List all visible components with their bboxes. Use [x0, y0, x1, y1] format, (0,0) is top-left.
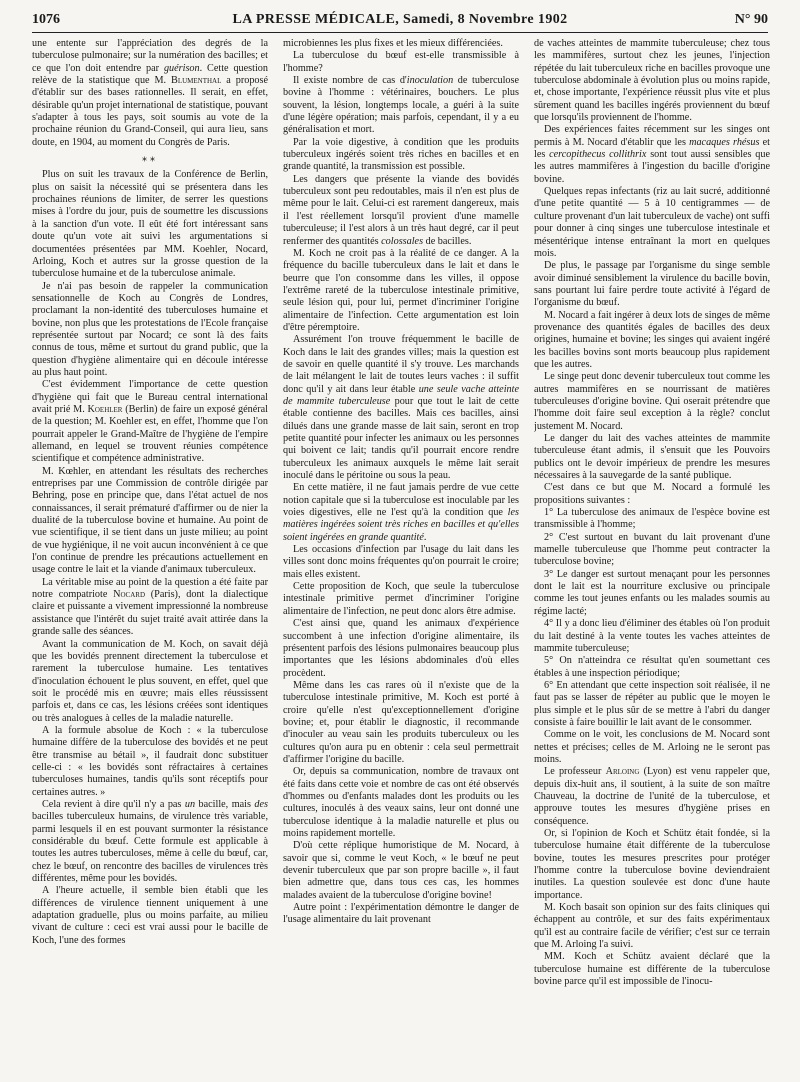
paragraph: Plus on suit les travaux de la Conférence de Berlin, plus on saisit la nécessité qui se présentera dans les prochaines réunions de limiter, de serrer les questions mises à l'ordre du jour, puis de soumettre les discussions à la sanction d'un vote. Il eût été fort intéressant sans doute qu'un vote ait suivi les argumentations si documentées présentées par MM. Koehler, Nocard, Arloing, Koch et autres sur la grosse question de la tuberculose humaine et de la tuberculose animale.: [32, 169, 268, 280]
page-number: 1076: [32, 12, 60, 27]
paragraph: Or, si l'opinion de Koch et Schütz était fondée, si la tuberculose humaine était différente de la tuberculose bovine, toutes les mesures prescrites pour protéger l'homme contre la tuberculose bovine deviendraient inutiles. La question soulevée est donc d'une haute importance.: [534, 828, 770, 901]
paragraph: En cette matière, il ne faut jamais perdre de vue cette notion capitale que si la tuberculose est inoculable par les voies digestives, elle ne l'est qu'à la condition que les matières ingérées soient très riches en bacilles et qu'elles soient ingérées en grande quantité.: [283, 482, 519, 543]
paragraph: D'où cette réplique humoristique de M. Nocard, à savoir que si, comme le veut Koch, « le bœuf ne peut devenir tuberculeux que par son propre bacille », il faut bien admettre que, dans tous ces cas, les hommes malades avaient de la tuberculose d'origine bovine!: [283, 840, 519, 901]
paragraph: Assurément l'on trouve fréquemment le bacille de Koch dans le lait des grandes villes; mais la question est de savoir en quelle quantité il s'y trouve. Les marchands de lait mélangent le lait de toutes leurs vaches : il suffit donc qu'il y ait dans leur étable une seule vache atteinte de mammite tuberculeuse pour que tout le lait de cette étable contienne des bacilles. Mais ces bacilles, ainsi dilués dans une grande masse de lait sain, seront en trop petite quantité pour infecter les animaux ou les personnes qui boivent ce lait; tandis qu'il pourrait encore rendre tuberculeux les animaux auxquels le même lait serait inoculé dans le péritoine ou sous la peau.: [283, 334, 519, 482]
paragraph: C'est évidemment l'importance de cette question d'hygiène qui fait que le Bureau central international avait prié M. Koehler (Berlin) de faire un exposé général de la question; M. Koehler est, en effet, l'homme que l'on pourrait appeler le Grand-Maître de l'hygiène de l'empire allemand, en lequel se trouvent réunies compétence scientifique et compétence administrative.: [32, 379, 268, 465]
paragraph: Des expériences faites récemment sur les singes ont permis à M. Nocard d'établir que les macaques rhésus et les cercopithecus collithrix sont tout aussi sensibles que les autres mammifères à l'ingestion du bacille d'origine bovine.: [534, 124, 770, 185]
paragraph: Quelques repas infectants (riz au lait sucré, additionné d'une petite quantité — 5 à 10 centigrammes — de culture provenant d'un lait tuberculeux de vache) ont suffi pour donner à cinq singes une tuberculose intestinale et mésentérique intense entraînant la mort en quelques mois.: [534, 186, 770, 259]
paragraph: De plus, le passage par l'organisme du singe semble avoir diminué sensiblement la virulence du bacille bovin, sans pourtant lui faire perdre toute activité à l'égard de l'organisme du bœuf.: [534, 260, 770, 309]
page-header: [32, 10, 768, 33]
paragraph: La tuberculose du bœuf est-elle transmissible à l'homme?: [283, 50, 519, 74]
paragraph: Cela revient à dire qu'il n'y a pas un bacille, mais des bacilles tuberculeux humains, de virulence très variable, parmi lesquels il en est pouvant surmonter la résistance considérable du bœuf. Cette formule est applicable à toutes les autres tuberculoses, même à celle du bœuf, car, chez le bœuf, on rencontre des bacilles de virulences très différentes, même pour les bovidés.: [32, 798, 268, 885]
paragraph: une entente sur l'appréciation des degrés de la tuberculose pulmonaire; sur la numération des bacilles; et ce que l'on doit entendre par guérison. Cette question relève de la statistique que M. Blumenthal a proposé d'établir sur des bases rationnelles. Il serait, en effet, désirable qu'un projet international de statistique, pouvant s'adapter à tous les pays, soit soumis au vote de la prochaine réunion du Grand-Conseil, qui aura lieu, sans doute, en 1904, au moment du Congrès de Paris.: [32, 38, 268, 148]
paragraph: C'est dans ce but que M. Nocard a formulé les propositions suivantes :: [534, 482, 770, 506]
paragraph: Même dans les cas rares où il n'existe que de la tuberculose intestinale primitive, M. Koch est porté à croire qu'elle n'est qu'exceptionnellement d'origine bovine; et, pour établir le diagnostic, il recommande d'inoculer au veau sain les produits tuberculeux ou les cultures qu'on aura pu en obtenir : cela seul permettrait d'affirmer l'origine du bacille.: [283, 679, 519, 765]
paragraph: Il existe nombre de cas d'inoculation de tuberculose bovine à l'homme : vétérinaires, bouchers. Le plus souvent, la lésion, longtemps locale, a guéri à la suite d'une légère opération; mais parfois, cependant, il y a eu généralisation et mort.: [283, 75, 519, 136]
paragraph: M. Koch ne croit pas à la réalité de ce danger. A la fréquence du bacille tuberculeux dans le lait et dans le beurre que l'on consomme dans les villes, il oppose l'extrême rareté de la tuberculose intestinale primitive, seule lésion qui, pour lui, permet d'incriminer l'origine alimentaire de l'infection. Cette argumentation est loin d'être péremptoire.: [283, 247, 519, 333]
paragraph: Les dangers que présente la viande des bovidés tuberculeux sont peu redoutables, mais il n'en est plus de même pour le lait. Celui-ci est rarement dangereux, mais il l'est réellement lorsqu'il provient d'une mamelle tuberculeuse; il l'est alors à un très haut degré, car il peut renfermer des quantités colossales de bacilles.: [283, 173, 519, 247]
paragraph: Les occasions d'infection par l'usage du lait dans les villes sont donc moins fréquentes qu'on pourrait le croire; mais elles existent.: [283, 544, 519, 580]
paragraph: 2° C'est surtout en buvant du lait provenant d'une mamelle tuberculeuse que l'homme peut contracter la tuberculose bovine;: [534, 531, 770, 568]
column-left: [32, 38, 268, 1074]
paragraph: Cette proposition de Koch, que seule la tuberculose intestinale primitive permet d'incriminer l'origine alimentaire de l'infection, ne peut donc alors être admise.: [283, 581, 519, 617]
paragraph: 5° On n'atteindra ce résultat qu'en soumettant ces étables à une inspection périodique;: [534, 655, 770, 679]
section-separator: ⁎⁎: [142, 153, 158, 165]
column-right: [534, 38, 770, 1074]
paragraph: Je n'ai pas besoin de rappeler la communication sensationnelle de Koch au Congrès de Londres, proclamant la non-identité des tuberculoses humaine et bovine, non plus que les protestations de l'Ecole française représentée surtout par Nocard; ce sont là des faits connus de tous, même et surtout du grand public, que la question d'hygiène alimentaire qui en découle intéresse au plus haut point.: [32, 280, 268, 378]
column-middle: [283, 38, 519, 1074]
paragraph: Le danger du lait des vaches atteintes de mammite tuberculeuse étant admis, il s'ensuit que les Pouvoirs publics ont le devoir impérieux de prendre les mesures nécessaires à la sauvegarde de la santé publique.: [534, 433, 770, 482]
paragraph: M. Kœhler, en attendant les résultats des recherches entreprises par une Commission de contrôle dirigée par Behring, pose en principe que, dans l'état actuel de nos connaissances, il serait prématuré d'affirmer ou de nier la dualité de la tuberculose bovine et humaine. Au point de vue scientifique, il se tient dans un juste milieu; au point de vue hygiénique, il ne voit aucun inconvénient à ce que l'on continue de prendre les précautions actuellement en usage contre le lait et la viande d'animaux tuberculeux.: [32, 465, 268, 576]
paragraph: de vaches atteintes de mammite tuberculeuse; chez tous les mammifères, surtout chez les jeunes, l'injection répétée du lait tuberculeux riche en bacilles provoque une tuberculose abdominale à évolution plus ou moins rapide, et, chose importante, l'expérience réussit plus vite et plus sûrement quand les bacilles ingérés proviennent du bœuf que lorsqu'ils proviennent de l'homme.: [534, 38, 770, 124]
paragraph: 1° La tuberculose des animaux de l'espèce bovine est transmissible à l'homme;: [534, 507, 770, 531]
paragraph: 4° Il y a donc lieu d'éliminer des étables où l'on produit du lait destiné à la vente toutes les vaches atteintes de mammite tuberculeuse;: [534, 618, 770, 654]
journal-title: LA PRESSE MÉDICALE, Samedi, 8 Novembre 1902: [232, 12, 568, 27]
paragraph: microbiennes les plus fixes et les mieux différenciées.: [283, 38, 503, 49]
paragraph: A l'heure actuelle, il semble bien établi que les différences de virulence tiennent uniquement à une adaptation graduelle, plus ou moins parfaite, au milieu vivant de culture : ceci est vrai aussi pour le bacille de Koch, l'une des formes: [32, 885, 268, 946]
paragraph: M. Koch basait son opinion sur des faits cliniques qui échappent au contrôle, et sur des faits expérimentaux qu'il est au contraire facile de vérifier; c'est sur ce terrain que M. Arloing l'a suivi.: [534, 902, 770, 951]
paragraph: Avant la communication de M. Koch, on savait déjà que les bovidés prennent directement la tuberculose et rarement la tuberculose humaine. Les tentatives d'inoculation échouent le plus souvent, en effet, quel que soit le procédé mis en œuvre; mais elles réussissent parfois et, dans ce cas, les lésions créées sont identiques ou très analogues à celles de la maladie naturelle.: [32, 638, 268, 724]
paragraph: M. Nocard a fait ingérer à deux lots de singes de même provenance des quantités égales de bacilles des deux origines, humaine et bovine; les singes qui avaient ingéré les bacilles bovins sont morts beaucoup plus rapidement que les autres.: [534, 309, 770, 370]
paragraph: Le singe peut donc devenir tuberculeux tout comme les autres mammifères en se nourrissant de matières tuberculeuses d'origine bovine. Qui oserait prétendre que l'homme doit faire seul exception à la règle? conclut justement M. Nocard.: [534, 371, 770, 432]
paragraph: 6° En attendant que cette inspection soit réalisée, il ne faut pas se lasser de répéter au public que le moyen le plus simple et le plus sûr de se mettre à l'abri du danger consiste à faire bouillir le lait avant de le consommer.: [534, 679, 770, 728]
paragraph: MM. Koch et Schütz avaient déclaré que la tuberculose humaine est différente de la tuberculose bovine parce qu'il est impossible de l'inocu-: [534, 951, 770, 988]
issue-number: N° 90: [734, 12, 768, 27]
paragraph: A la formule absolue de Koch : « la tuberculose humaine diffère de la tuberculose des bovidés et ne peut être transmise au bétail », il faudrait donc substituer celle-ci : « les bovidés sont réfractaires à certaines tuberculoses humaines, tandis qu'ils sont réceptifs pour certaines autres. »: [32, 724, 268, 798]
paragraph: 3° Le danger est surtout menaçant pour les personnes dont le lait est la nourriture exclusive ou principale comme les tout jeunes enfants ou les malades soumis au régime lacté;: [534, 568, 770, 617]
paragraph: Autre point : l'expérimentation démontre le danger de l'usage alimentaire du lait provenant: [283, 902, 519, 926]
paragraph: C'est ainsi que, quand les animaux d'expérience succombent à une infection d'origine alimentaire, ils présentent parfois des lésions pulmonaires beaucoup plus importantes que les lésions abdominales d'où elles procèdent.: [283, 618, 519, 679]
paragraph: Par la voie digestive, à condition que les produits tuberculeux ingérés soient très riches en bacilles et en grande quantité, la transmission est possible.: [283, 136, 519, 173]
paragraph: Le professeur Arloing (Lyon) est venu rappeler que, depuis dix-huit ans, il soutient, à la suite de son maître Chauveau, la doctrine de l'unité de la tuberculose, et approuve toutes les mesures d'hygiène prises en conséquence.: [534, 766, 770, 827]
paragraph: La véritable mise au point de la question a été faite par notre compatriote Nocard (Paris), dont la dialectique claire et puissante a vivement impressionné la nombreuse assistance que l'intérêt du sujet traité avait attirée dans la grande salle des séances.: [32, 576, 268, 638]
text-columns: [32, 38, 770, 1074]
paragraph: Comme on le voit, les conclusions de M. Nocard sont nettes et précises; celles de M. Arloing ne le seront pas moins.: [534, 729, 770, 765]
paragraph: Or, depuis sa communication, nombre de travaux ont été faits dans cette voie et nombre de cas ont été observés d'hommes ou d'enfants malades dont les produits ou les cultures, inoculés à des veaux sains, leur ont donné une tuberculose identique à la maladie naturelle et plus ou moins rapidement mortelle.: [283, 766, 519, 839]
